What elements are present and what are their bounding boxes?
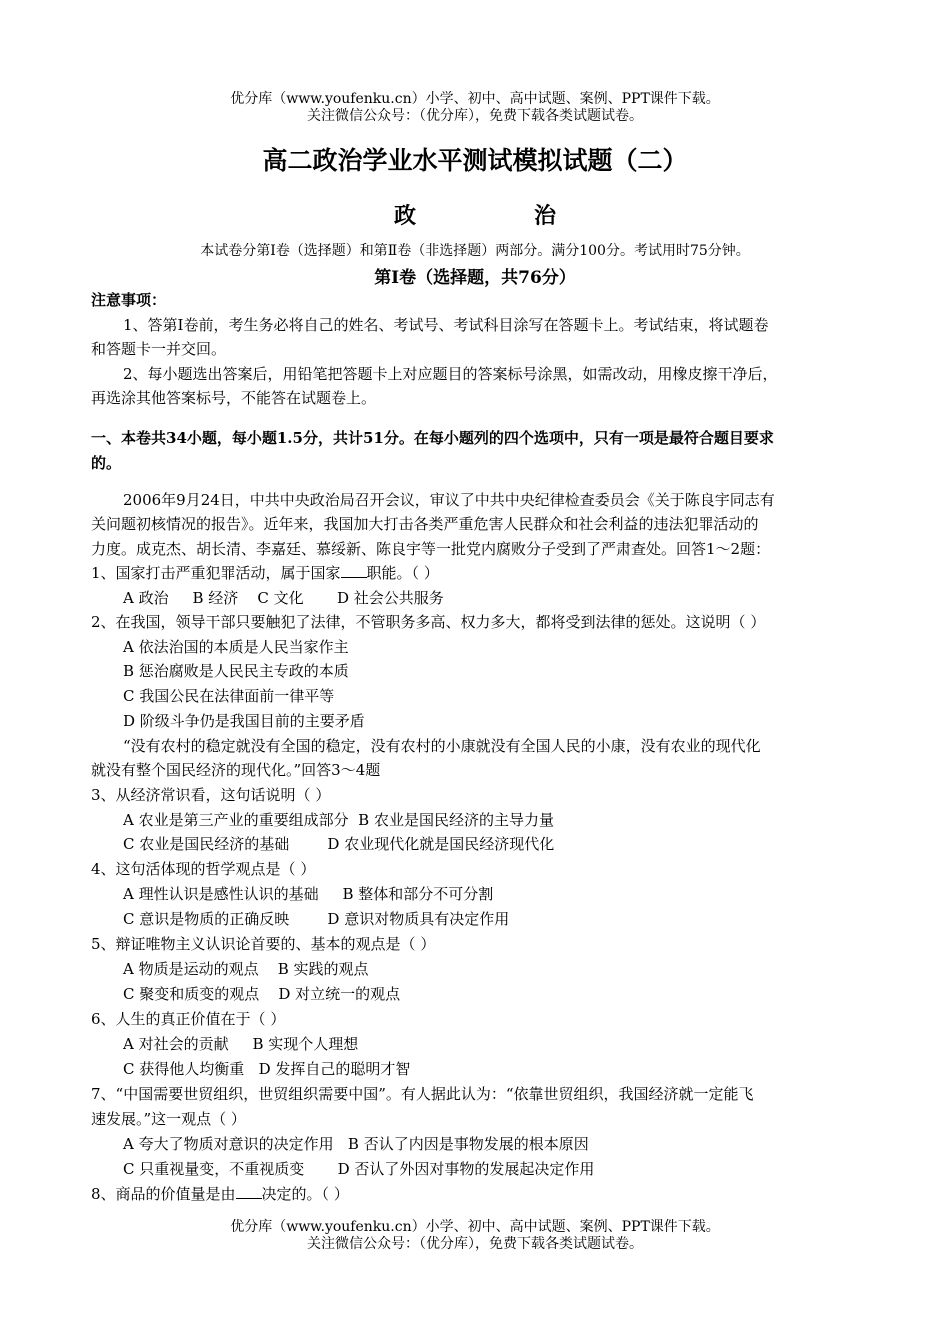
q5-option-a[interactable]: A 物质是运动的观点	[123, 960, 259, 978]
question-4-options-row-2	[123, 908, 509, 930]
section-instruction-line-1: 一、本卷共34小题，每小题1.5分，共计51分。在每小题列的四个选项中，只有一项是最符合题目要求	[91, 429, 774, 447]
q2-option-c[interactable]: C 我国公民在法律面前一律平等	[123, 687, 335, 705]
question-6-options-row-1	[123, 1033, 358, 1055]
q5-option-d[interactable]: D 对立统一的观点	[278, 985, 401, 1003]
q2-option-a[interactable]: A 依法治国的本质是人民当家作主	[123, 638, 349, 656]
q1-stem-part-a: 1、国家打击严重犯罪活动，属于国家	[91, 564, 341, 582]
question-3-stem: 3、从经济常识看，这句话说明（ ）	[91, 786, 331, 804]
question-1-options	[123, 587, 444, 609]
q1-option-d[interactable]: D 社会公共服务	[336, 589, 444, 607]
question-4-options-row-1	[123, 883, 493, 905]
passage-1-line-3: 力度。成克杰、胡长清、李嘉廷、慕绥新、陈良宇等一批党内腐败分子受到了严肃查处。回答1～2题：	[91, 540, 771, 558]
question-6-stem: 6、人生的真正价值在于（ ）	[91, 1010, 286, 1028]
question-7-stem-line-2: 速发展。”这一观点（ ）	[91, 1110, 246, 1128]
q6-option-c[interactable]: C 获得他人均衡重	[123, 1060, 245, 1078]
notice-item-1-line-2: 和答题卡一并交回。	[91, 340, 227, 358]
notice-item-2-line-1: 2、每小题选出答案后，用铅笔把答题卡上对应题目的答案标号涂黑，如需改动，用橡皮擦干净后，	[123, 365, 778, 383]
question-6-options-row-2	[123, 1058, 410, 1080]
q4-option-d[interactable]: D 意识对物质具有决定作用	[327, 910, 510, 928]
q2-option-b[interactable]: B 惩治腐败是人民民主专政的本质	[123, 662, 349, 680]
question-8-stem	[91, 1183, 349, 1205]
notice-label: 注意事项：	[91, 291, 167, 309]
footer-line-2: 关注微信公众号：（优分库），免费下载各类试题试卷。	[307, 1236, 643, 1252]
q3-option-b[interactable]: B 农业是国民经济的主导力量	[358, 811, 554, 829]
q6-option-a[interactable]: A 对社会的贡献	[123, 1035, 229, 1053]
q3-option-d[interactable]: D 农业现代化就是国民经济现代化	[327, 835, 555, 853]
section-instruction-line-2: 的。	[91, 454, 122, 472]
footer-line-1: 优分库（www.youfenku.cn）小学、初中、高中试题、案例、PPT课件下载。	[230, 1219, 720, 1235]
exam-intro: 本试卷分第Ⅰ卷（选择题）和第Ⅱ卷（非选择题）两部分。满分100分。考试用时75分钟。	[200, 243, 750, 259]
exam-title: 高二政治学业水平测试模拟试题（二）	[262, 146, 688, 175]
header-line-2: 关注微信公众号：（优分库），免费下载各类试题试卷。	[307, 108, 643, 124]
q8-blank	[236, 1184, 262, 1199]
q8-stem-part-a: 8、商品的价值量是由	[91, 1185, 236, 1203]
question-5-stem: 5、辩证唯物主义认识论首要的、基本的观点是（ ）	[91, 935, 436, 953]
question-2-stem: 2、在我国，领导干部只要触犯了法律，不管职务多高、权力多大，都将受到法律的惩处。这说明（ ）	[91, 613, 766, 631]
passage-1-line-2: 关问题初核情况的报告》。近年来，我国加大打击各类严重危害人民群众和社会利益的违法犯罪活动的	[91, 515, 759, 533]
volume-heading: 第Ⅰ卷（选择题，共76分）	[374, 268, 576, 288]
q1-option-a[interactable]: A 政治	[123, 589, 169, 607]
q3-option-c[interactable]: C 农业是国民经济的基础	[123, 835, 290, 853]
notice-item-2-line-2: 再选涂其他答案标号，不能答在试题卷上。	[91, 389, 377, 407]
q1-option-c[interactable]: C 文化	[257, 589, 304, 607]
passage-1-line-1: 2006年9月24日，中共中央政治局召开会议，审议了中共中央纪律检查委员会《关于陈良宇同志有	[123, 491, 775, 509]
q7-option-a[interactable]: A 夸大了物质对意识的决定作用	[123, 1135, 334, 1153]
q4-option-a[interactable]: A 理性认识是感性认识的基础	[123, 885, 319, 903]
passage-2-line-1: “没有农村的稳定就没有全国的稳定，没有农村的小康就没有全国人民的小康，没有农业的现代化	[123, 737, 761, 755]
q4-option-b[interactable]: B 整体和部分不可分割	[342, 885, 494, 903]
q8-stem-part-b: 决定的。（ ）	[261, 1185, 349, 1203]
q6-option-d[interactable]: D 发挥自己的聪明才智	[258, 1060, 411, 1078]
question-7-options-row-2	[123, 1158, 594, 1180]
question-5-options-row-2	[123, 983, 400, 1005]
q7-option-b[interactable]: B 否认了内因是事物发展的根本原因	[347, 1135, 589, 1153]
q7-option-c[interactable]: C 只重视量变，不重视质变	[123, 1160, 305, 1178]
header-line-1: 优分库（www.youfenku.cn）小学、初中、高中试题、案例、PPT课件下载。	[230, 91, 720, 107]
question-1-stem	[91, 562, 439, 584]
q4-option-c[interactable]: C 意识是物质的正确反映	[123, 910, 290, 928]
question-5-options-row-1	[123, 958, 368, 980]
q7-option-d[interactable]: D 否认了外因对事物的发展起决定作用	[337, 1160, 595, 1178]
q5-option-b[interactable]: B 实践的观点	[277, 960, 369, 978]
q3-option-a[interactable]: A 农业是第三产业的重要组成部分	[123, 811, 349, 829]
subject-heading	[0, 199, 950, 230]
q1-option-b[interactable]: B 经济	[192, 589, 239, 607]
q6-option-b[interactable]: B 实现个人理想	[252, 1035, 359, 1053]
q5-option-c[interactable]: C 聚变和质变的观点	[123, 985, 260, 1003]
notice-item-1-line-1: 1、答第Ⅰ卷前，考生务必将自己的姓名、考试号、考试科目涂写在答题卡上。考试结束，将试题卷	[123, 316, 769, 334]
question-7-options-row-1	[123, 1133, 589, 1155]
subject-char-right: 治	[534, 203, 557, 229]
question-4-stem: 4、这句活体现的哲学观点是（ ）	[91, 860, 316, 878]
question-7-stem-line-1: 7、“中国需要世贸组织，世贸组织需要中国”。有人据此认为：“依靠世贸组织，我国经济就一定能飞	[91, 1085, 754, 1103]
passage-2-line-2: 就没有整个国民经济的现代化。”回答3～4题	[91, 761, 381, 779]
q2-option-d[interactable]: D 阶级斗争仍是我国目前的主要矛盾	[123, 712, 365, 730]
question-3-options-row-2	[123, 833, 554, 855]
q1-blank	[341, 563, 367, 578]
q1-stem-part-b: 职能。（ ）	[366, 564, 439, 582]
question-3-options-row-1	[123, 809, 554, 831]
subject-char-left: 政	[393, 203, 416, 229]
